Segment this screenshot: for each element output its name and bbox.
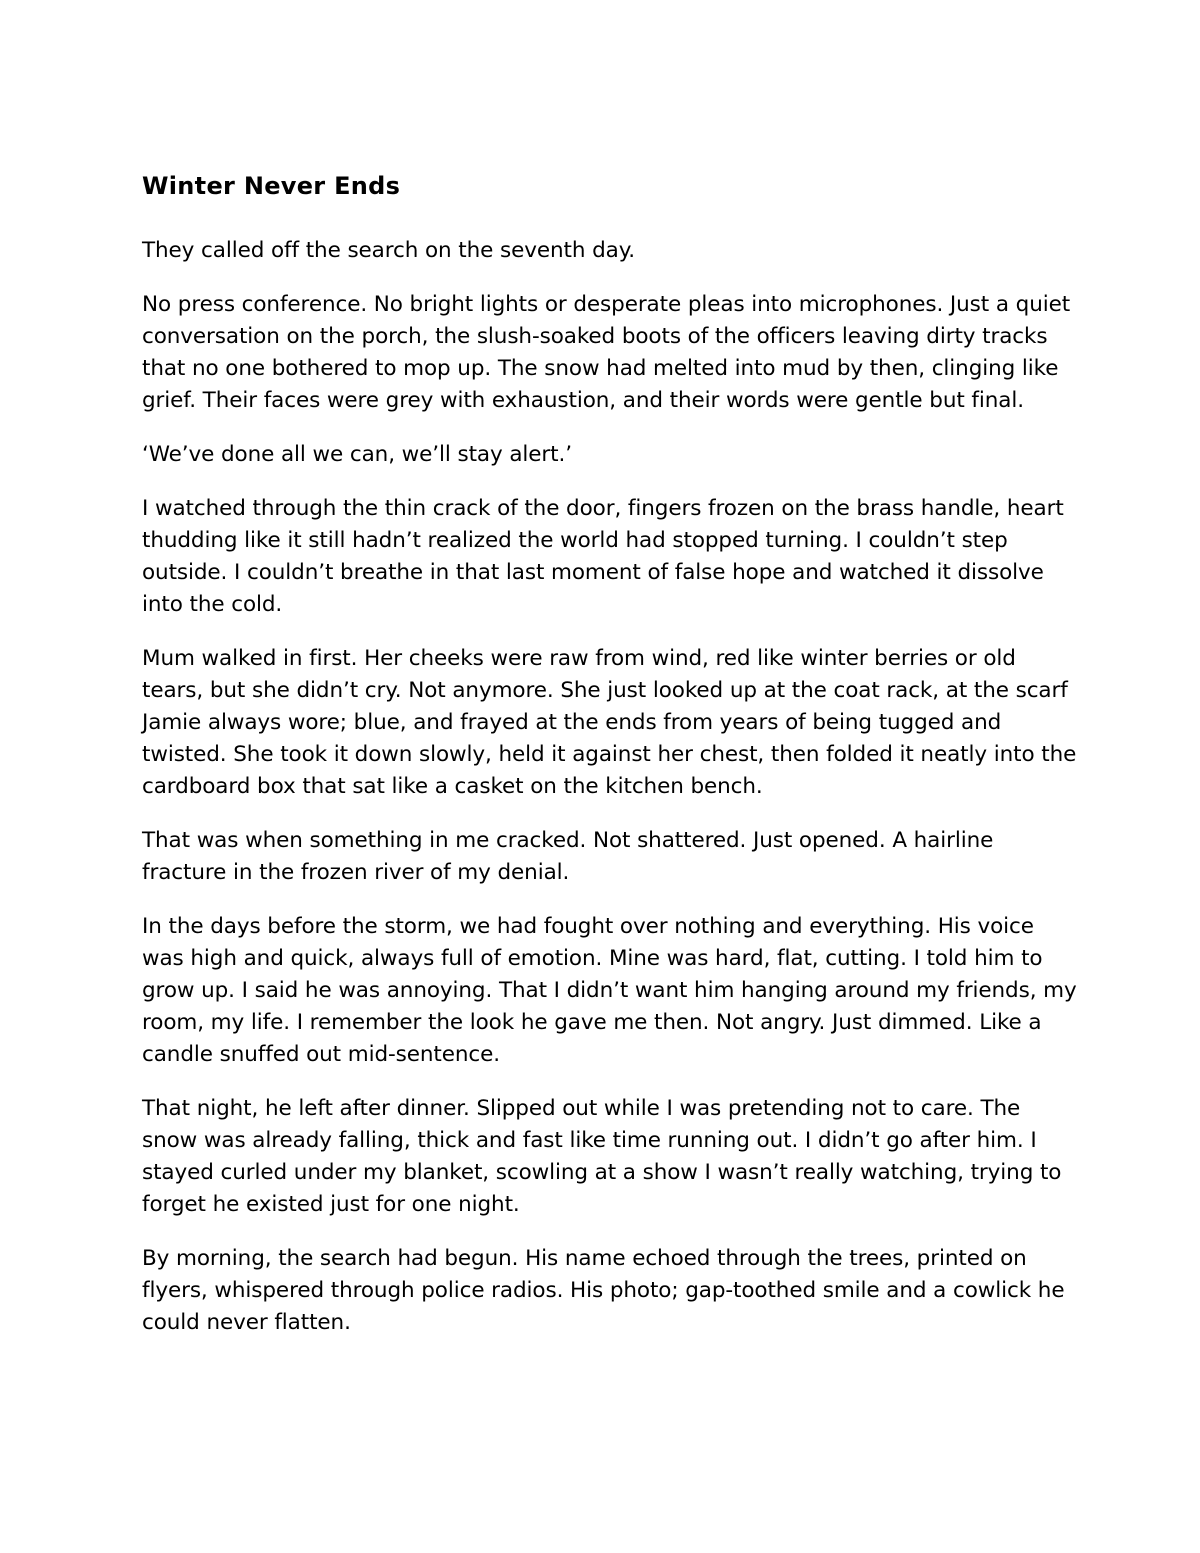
paragraph: Mum walked in first. Her cheeks were raw from wind, red like winter berries or old tears, but she didn’t cry. Not anymore. She just looked up at the coat rack, at the scarf Jamie always wore; blue, and frayed at the ends from years of being tugged and twisted. She took it down slowly, held it against her chest, then folded it neatly into the cardboard box that sat like a casket on the kitchen bench. [142,646,1077,799]
paragraph: That was when something in me cracked. Not shattered. Just opened. A hairline fracture in the frozen river of my denial. [142,828,994,885]
paragraph: I watched through the thin crack of the door, fingers frozen on the brass handle, heart thudding like it still hadn’t realized the world had stopped turning. I couldn’t step outside. I couldn’t breathe in that last moment of false hope and watched it dissolve into the cold. [142,496,1064,617]
paragraph: No press conference. No bright lights or desperate pleas into microphones. Just a quiet conversation on the porch, the slush-soaked boots of the officers leaving dirty tracks that no one bothered to mop up. The snow had melted into mud by then, clinging like grief. Their faces were grey with exhaustion, and their words were gentle but final. [142,292,1071,413]
paragraph: By morning, the search had begun. His name echoed through the trees, printed on flyers, whispered through police radios. His photo; gap-toothed smile and a cowlick he could never flatten. [142,1246,1065,1335]
paragraph: That night, he left after dinner. Slipped out while I was pretending not to care. The snow was already falling, thick and fast like time running out. I didn’t go after him. I stayed curled under my blanket, scowling at a show I wasn’t really watching, trying to forget he existed just for one night. [142,1096,1062,1217]
document-title: Winter Never Ends [142,172,401,200]
document-body [142,168,1082,1361]
paragraph: They called off the search on the seventh day. [142,238,636,263]
paragraph: ‘We’ve done all we can, we’ll stay alert.’ [142,442,572,467]
paragraph: In the days before the storm, we had fought over nothing and everything. His voice was high and quick, always full of emotion. Mine was hard, flat, cutting. I told him to grow up. I said he was annoying. That I didn’t want him hanging around my friends, my room, my life. I remember the look he gave me then. Not angry. Just dimmed. Like a candle snuffed out mid-sentence. [142,914,1077,1067]
